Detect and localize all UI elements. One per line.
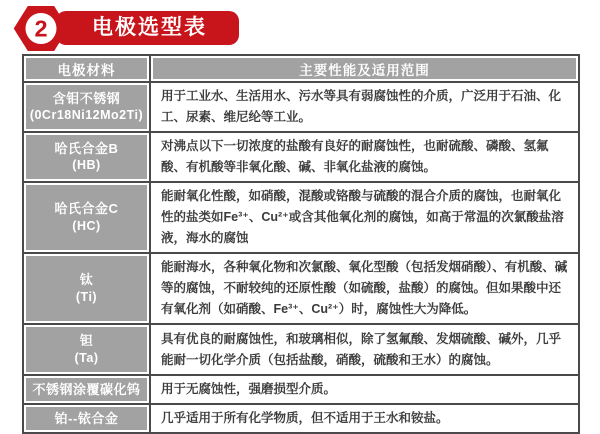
material-cell <box>23 82 150 132</box>
table-row <box>23 324 579 375</box>
description-cell: 能耐氧化性酸，如硝酸，混酸或铬酸与硫酸的混合介质的腐蚀，也耐氧化性的盐类如Fe³⁺、Cu²⁺或含其他氧化剂的腐蚀，如高于常温的次氯酸盐溶液，海水的腐蚀 <box>150 182 579 253</box>
header-cell-performance: 主要性能及适用范围 <box>150 55 579 82</box>
material-name: 铂--铱合金 <box>54 410 119 426</box>
badge-number: 2 <box>34 14 48 41</box>
material-name: 哈氏合金C <box>54 201 119 217</box>
material-code: (0Cr18Ni12Mo2Ti) <box>29 108 144 123</box>
description-cell: 用于无腐蚀性，强磨损型介质。 <box>150 375 579 404</box>
table-row <box>23 182 579 253</box>
material-code: (Ta) <box>74 350 99 365</box>
material-cell <box>23 404 150 433</box>
material-name: 哈氏合金B <box>54 140 119 156</box>
table-row <box>23 132 579 182</box>
material-code: (HB) <box>72 158 101 173</box>
material-cell <box>23 182 150 253</box>
material-cell <box>23 132 150 182</box>
material-code: (Ti) <box>75 289 98 304</box>
electrode-selection-table <box>22 54 580 434</box>
table-row <box>23 404 579 433</box>
description-cell: 对沸点以下一切浓度的盐酸有良好的耐腐蚀性，也耐硫酸、磷酸、氢氟酸、有机酸等非氧化酸、碱、非氧化盐液的腐蚀。 <box>150 132 579 182</box>
number-badge-hexagon-icon <box>12 5 70 52</box>
table-row <box>23 253 579 324</box>
page-title: 电极选型表 <box>56 11 239 45</box>
description-cell: 具有优良的耐腐蚀性，和玻璃相似，除了氢氟酸、发烟硫酸、碱外，几乎能耐一切化学介质（包括盐酸，硝酸，硫酸和王水）的腐蚀。 <box>150 324 579 375</box>
description-cell: 几乎适用于所有化学物质，但不适用于王水和铵盐。 <box>150 404 579 433</box>
material-cell <box>23 253 150 324</box>
table-header-row <box>23 55 579 82</box>
material-code: (HC) <box>72 218 101 233</box>
header-cell-material: 电极材料 <box>23 55 150 82</box>
page-header <box>0 0 600 50</box>
material-name: 含钼不锈钢 <box>52 90 121 106</box>
description-cell: 用于工业水、生活用水、污水等具有弱腐蚀性的介质，广泛用于石油、化工、尿素、维尼纶等工业。 <box>150 82 579 132</box>
material-name: 不锈钢涂覆碳化钨 <box>32 381 141 397</box>
material-name: 钛 <box>79 272 94 288</box>
table-row <box>23 82 579 132</box>
table-row <box>23 375 579 404</box>
material-cell <box>23 375 150 404</box>
material-cell <box>23 324 150 375</box>
description-cell: 能耐海水，各种氧化物和次氯酸、氧化型酸（包括发烟硝酸）、有机酸、碱等的腐蚀，不耐较纯的还原性酸（如硫酸，盐酸）的腐蚀。但如果酸中还有氧化剂（如硝酸、Fe³⁺、Cu²⁺）时，腐蚀性大为降低。 <box>150 253 579 324</box>
material-name: 钽 <box>79 333 94 349</box>
